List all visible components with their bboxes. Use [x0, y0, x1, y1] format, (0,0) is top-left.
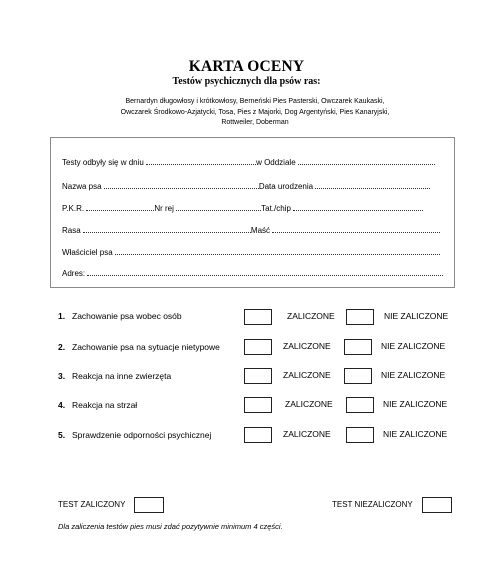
test-date-label: Testy odbyły się w dniu — [62, 158, 144, 167]
pass-checkbox[interactable] — [244, 368, 272, 384]
question-number: 3. — [58, 371, 66, 381]
pkr-row — [62, 204, 423, 213]
breeds-list — [90, 97, 420, 129]
fail-label: NIE ZALICZONE — [383, 429, 448, 439]
question-label: Zachowanie psa wobec osób — [72, 311, 182, 321]
address-row — [62, 269, 443, 278]
fail-checkbox[interactable] — [344, 339, 372, 355]
pass-requirement-note: Dla zaliczenia testów pies musi zdać pozytywnie minimum 4 części. — [58, 522, 283, 531]
reg-no-field[interactable] — [176, 204, 261, 211]
dog-name-field[interactable] — [104, 182, 259, 189]
pkr-field[interactable] — [86, 204, 154, 211]
breeds-line: Owczarek Środkowo-Azjatycki, Tosa, Pies z Majorki, Dog Argentyński, Pies Kanaryjski, — [120, 108, 390, 116]
birth-date-field[interactable] — [315, 182, 430, 189]
pkr-label: P.K.R. — [62, 204, 85, 213]
pass-label: ZALICZONE — [283, 370, 331, 380]
branch-label: w Oddziale — [256, 158, 296, 167]
owner-row — [62, 248, 440, 257]
title: KARTA OCENY — [188, 58, 305, 75]
dog-info-box — [50, 137, 455, 288]
fail-checkbox[interactable] — [346, 397, 374, 413]
test-failed-label: TEST NIEZALICZONY — [332, 500, 413, 509]
pass-label: ZALICZONE — [287, 311, 335, 321]
question-number: 5. — [58, 430, 66, 440]
reg-no-label: Nr rej — [154, 204, 174, 213]
question-label: Zachowanie psa na sytuacje nietypowe — [72, 342, 220, 352]
tattoo-label: Tat./chip — [261, 204, 291, 213]
birth-date-label: Data urodzenia — [258, 182, 314, 191]
pass-checkbox[interactable] — [244, 309, 272, 325]
dog-name-label: Nazwa psa — [62, 182, 102, 191]
test-failed-checkbox[interactable] — [422, 497, 452, 513]
fail-checkbox[interactable] — [346, 309, 374, 325]
pass-checkbox[interactable] — [244, 427, 272, 443]
question-label: Reakcja na inne zwierzęta — [72, 371, 172, 381]
question-number: 1. — [58, 311, 66, 321]
breed-label: Rasa — [62, 226, 81, 235]
breed-row — [62, 226, 440, 235]
address-field[interactable] — [87, 269, 443, 276]
dog-name-row — [62, 182, 430, 191]
test-passed-label: TEST ZALICZONY — [58, 500, 126, 509]
pass-label: ZALICZONE — [283, 429, 331, 439]
question-number: 2. — [58, 342, 66, 352]
owner-label: Właściciel psa — [62, 248, 113, 257]
pass-checkbox[interactable] — [244, 397, 272, 413]
fail-label: NIE ZALICZONE — [381, 341, 446, 351]
question-number: 4. — [58, 400, 66, 410]
pass-checkbox[interactable] — [244, 339, 272, 355]
fail-label: NIE ZALICZONE — [381, 370, 446, 380]
test-date-row — [62, 158, 435, 167]
owner-field[interactable] — [115, 248, 440, 255]
question-label: Reakcja na strzał — [72, 400, 138, 410]
color-field[interactable] — [272, 226, 440, 233]
test-date-field[interactable] — [146, 158, 256, 165]
question-label: Sprawdzenie odporności psychicznej — [72, 430, 212, 440]
fail-label: NIE ZALICZONE — [384, 311, 449, 321]
test-passed-checkbox[interactable] — [134, 497, 164, 513]
pass-label: ZALICZONE — [285, 399, 333, 409]
fail-checkbox[interactable] — [346, 427, 374, 443]
address-label: Adres: — [62, 269, 86, 278]
breeds-line: Rottweiler, Doberman — [221, 119, 289, 126]
branch-field[interactable] — [298, 158, 435, 165]
fail-checkbox[interactable] — [344, 368, 372, 384]
breed-field[interactable] — [83, 226, 251, 233]
subtitle: Testów psychicznych dla psów ras: — [172, 76, 321, 87]
fail-label: NIE ZALICZONE — [383, 399, 448, 409]
color-label: Maść — [250, 226, 271, 235]
tattoo-field[interactable] — [293, 204, 423, 211]
breeds-line: Bernardyn długowłosy i krótkowłosy, Berneński Pies Pasterski, Owczarek Kaukaski, — [125, 98, 385, 105]
pass-label: ZALICZONE — [283, 341, 331, 351]
